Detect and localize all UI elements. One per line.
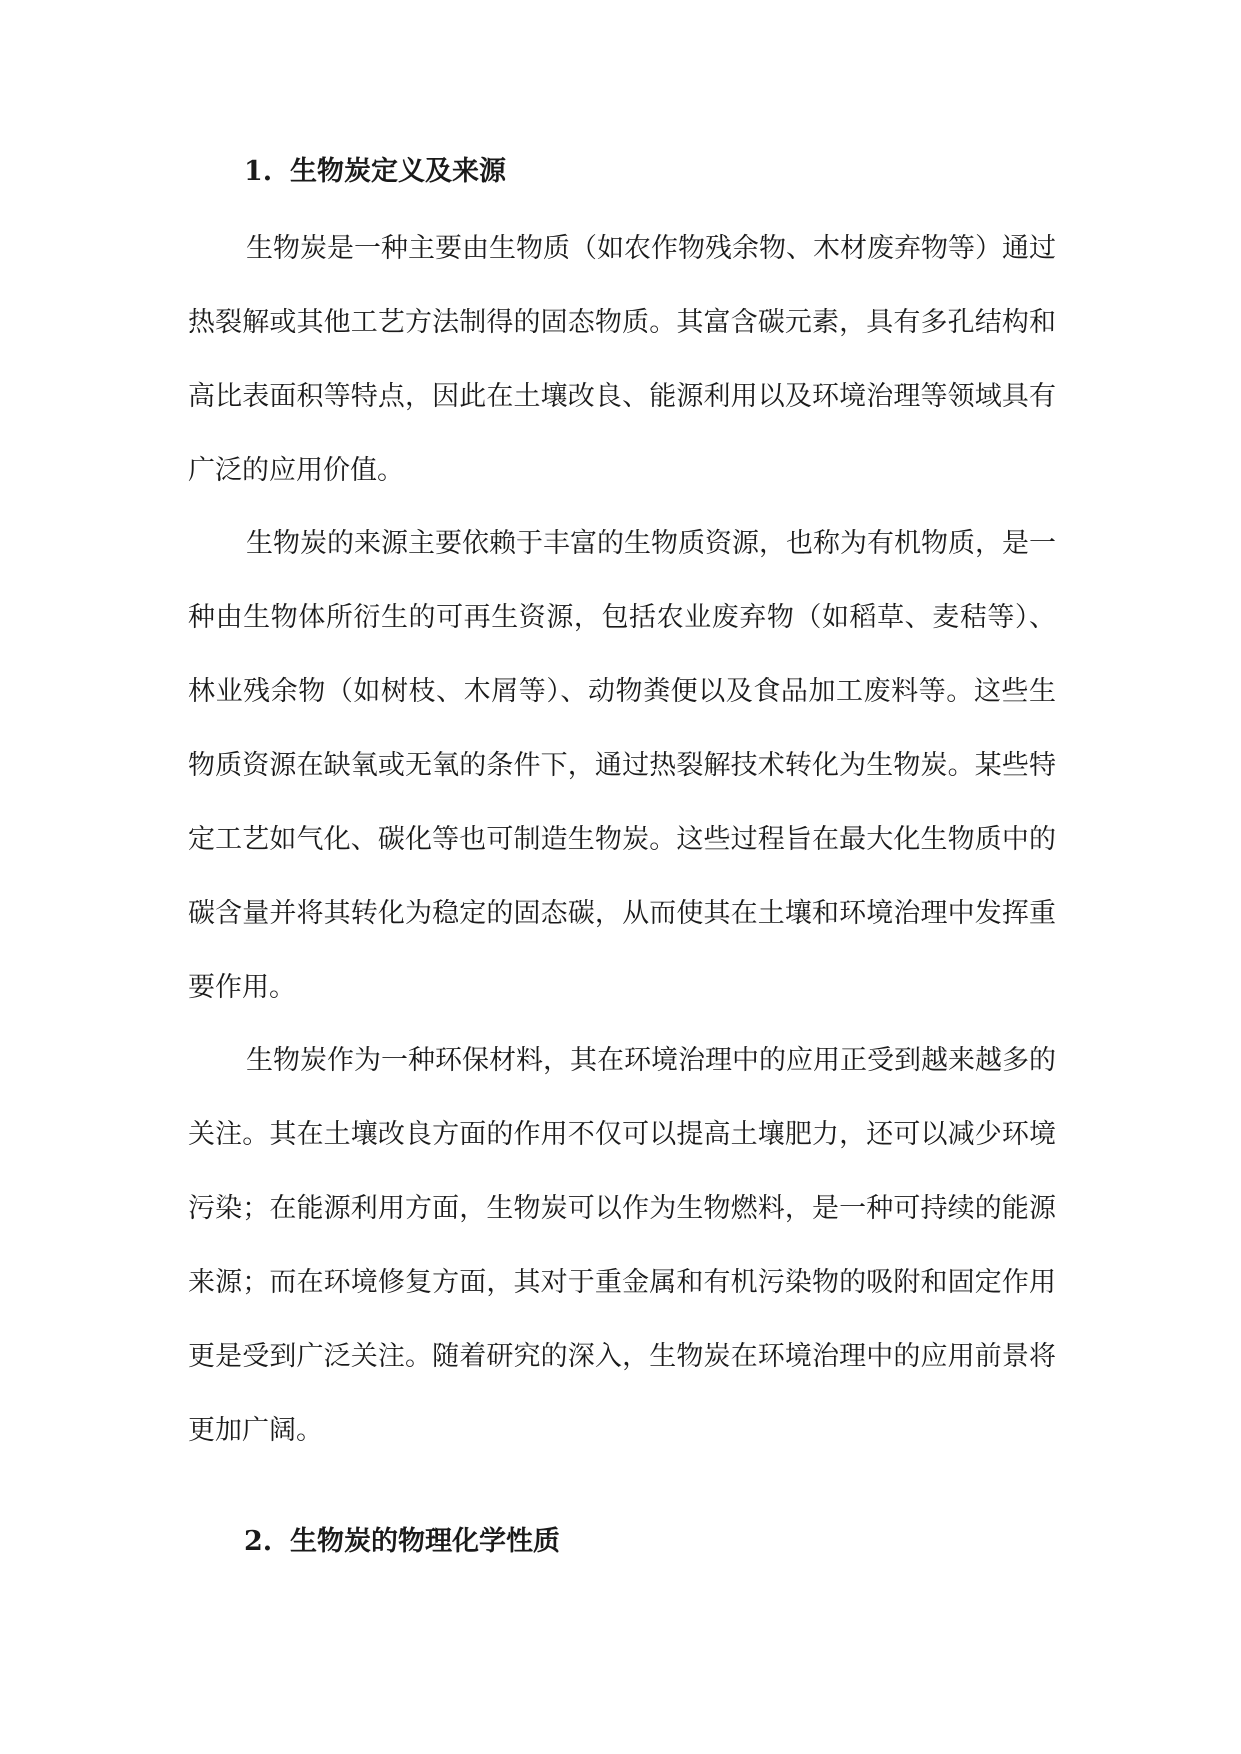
section-1-number: 1. — [244, 156, 273, 187]
section-2-number: 2. — [244, 1526, 273, 1557]
section-1-heading — [244, 152, 506, 192]
section-1-paragraph-1: 生物炭是一种主要由生物质（如农作物残余物、木材废弃物等）通过热裂解或其他工艺方法制得的固态物质。其富含碳元素，具有多孔结构和高比表面积等特点，因此在土壤改良、能源利用以及环境治理等领域具有广泛的应用价值。 — [188, 233, 1056, 486]
section-1-title: 生物炭定义及来源 — [290, 156, 506, 187]
section-2-heading — [244, 1522, 560, 1562]
section-1-paragraph-3: 生物炭作为一种环保材料，其在环境治理中的应用正受到越来越多的关注。其在土壤改良方面的作用不仅可以提高土壤肥力，还可以减少环境污染；在能源利用方面，生物炭可以作为生物燃料，是一种可持续的能源来源；而在环境修复方面，其对于重金属和有机污染物的吸附和固定作用更是受到广泛关注。随着研究的深入，生物炭在环境治理中的应用前景将更加广阔。 — [188, 1045, 1056, 1446]
section-1-paragraph-2: 生物炭的来源主要依赖于丰富的生物质资源，也称为有机物质，是一种由生物体所衍生的可再生资源，包括农业废弃物（如稻草、麦秸等）、林业残余物（如树枝、木屑等）、动物粪便以及食品加工废料等。这些生物质资源在缺氧或无氧的条件下，通过热裂解技术转化为生物炭。某些特定工艺如气化、碳化等也可制造生物炭。这些过程旨在最大化生物质中的碳含量并将其转化为稳定的固态碳，从而使其在土壤和环境治理中发挥重要作用。 — [188, 528, 1056, 1003]
section-2-title: 生物炭的物理化学性质 — [290, 1526, 560, 1557]
